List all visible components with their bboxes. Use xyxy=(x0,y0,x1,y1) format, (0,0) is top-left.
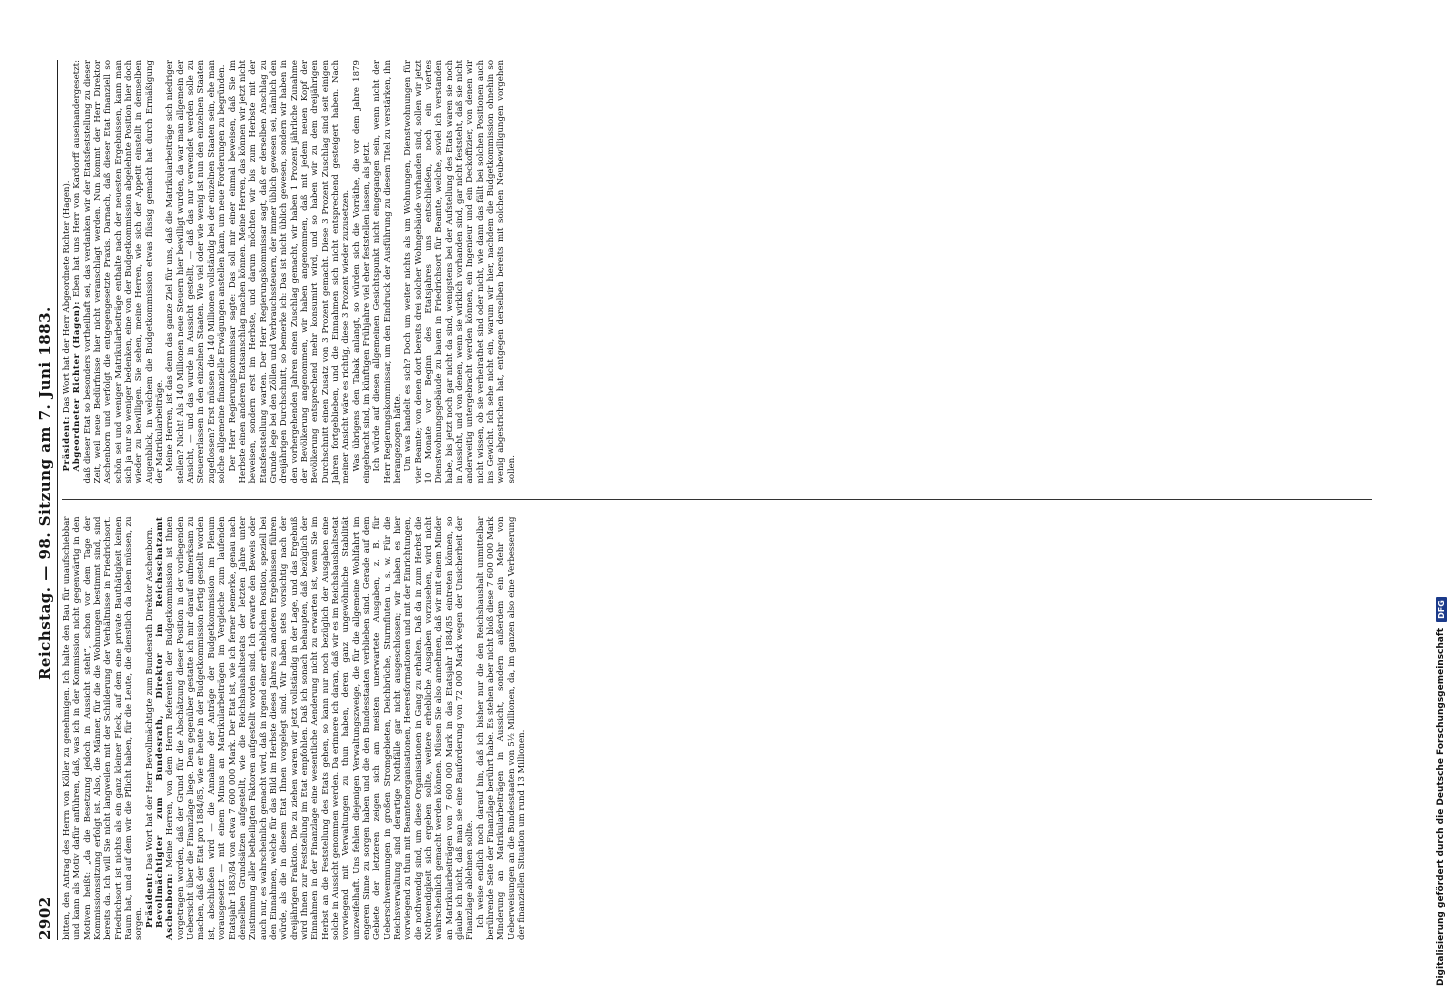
left-column xyxy=(62,517,1372,941)
speaker-label: Bevollmächtigter zum Bundesrath, Direktor im Reichsschatzamt Aschenborn: xyxy=(155,516,176,940)
paragraph: bitten, den Antrag des Herrn von Köller zu genehmigen. Ich halte den Bau für unaufschiebbar und kann als Motiv dafür anführen, daß, was ich in der Kommission nicht gegenwärtig in den Motiven heißt: „da die Besetzung jedoch in Aussicht steht“, schon vor dem Tage der Kommissionssitzung erfolgt ist. Also, die Männer, für die die Wohnungen bestimmt sind, sind bereits da. Ich will Sie nicht langweilen mit der Schilderung der Verhältnisse in Friedrichsort. Friedrichsort ist nichts als ein ganz kleiner Fleck, auf dem eine private Bauthätigkeit keinen Raum hat, und auf dem wir die Pflicht haben, für die Leute, die dienstlich da leben müssen, zu sorgen. xyxy=(62,516,145,940)
column-divider xyxy=(62,500,1372,501)
paragraph: Ich weise endlich noch darauf hin, daß ich bisher nur die den Reichshaushalt unmittelbar berührende Seite der Finanzlage berührt habe. Es stehen aber nicht bloß diese 7 600 000 Mark Minderung an Matrikularbeiträgen in Aussicht, sondern außerdem ein Mehr von Ueberweisungen an die Bundesstaaten von 5½ Millionen, da, im ganzen also eine Verbesserung der finanziellen Situation um rund 13 Millionen. xyxy=(475,516,528,940)
dfg-logo: DFG xyxy=(1436,597,1447,622)
page-header xyxy=(28,60,58,940)
paragraph: Das Wort hat der Herr Bevollmächtigte zum Bundesrath Direktor Aschenborn. xyxy=(144,527,155,870)
paragraph: Der Herr Regierungskommissar sagte: Das soll mir einer einmal beweisen, daß Sie im Herbste einen anderen Etatsanschlag machen können. Meine Herren, das können wir jetzt nicht beweisen, sondern erst im Herbste, und darum möchten wir bis zum Herbste mit der Etatsfeststellung warten. Der Herr Regierungskommissar sagt, daß er derselben Anschlag zu Grunde lege bei den Zöllen und Verbrauchssteuern, der immer üblich gewesen sei, nämlich den dreijährigen Durchschnitt, so bemerke ich: Das ist nicht üblich gewesen, sondern wir haben in den vorhergehenden Jahren einen Zuschlag gemacht, wir haben 1 Prozent jährliche Zunahme der Bevölkerung angenommen, wir haben angenommen, daß mit jedem neuen Kopf der Bevölkerung entsprechend mehr konsumirt wird, und so haben wir zu dem dreijährigen Durchschnitt einen Zusatz von 3 Prozent gemacht. Diese 3 Prozent Zuschlag sind seit einigen Jahren fortgeblieben, und die Einnahmen sich nicht entsprechend gesteigert haben. Nach meiner Ansicht wäre es richtig, diese 3 Prozent wieder zuzusetzen. xyxy=(227,60,352,484)
paragraph: Meine Herren, ist das denn das ganze Ziel für uns, daß die Matrikularbeiträge sich niedriger stellen? Nicht! Als 140 Millionen neue Steuern hier bewilligt wurden, da war man allgemein der Ansicht, — und das wurde in Aussicht gestellt, — daß das nur verwendet werden solle zu Steuererlassen in den einzelnen Staaten. Wie viel oder wie wenig ist nun den einzelnen Staaten zugeflossen? Erst müssen die 140 Millionen vollständig bei der einzelnen Staaten sein, ehe man solche allgemeine finanzielle Erwägungen anstellen kann, um neue Forderungen zu begründen. xyxy=(165,60,228,484)
speaker-label: Präsident: xyxy=(62,415,72,472)
right-column xyxy=(62,60,1372,484)
page-title: Reichstag. — 98. Sitzung am 7. Juni 1883. xyxy=(36,306,54,681)
digitization-credit xyxy=(1430,0,1452,1000)
paragraph: Ich würde auf diesen allgemeinen Gesichtspunkt nicht eingegangen sein, wenn nicht der Herr Regierungskommissar, um den Eindruck der Ausführung zu diesem Titel zu verstärken, ihn herangezogen hätte. xyxy=(372,60,403,484)
speaker-label: Abgeordneter Richter (Hagen): xyxy=(72,300,83,472)
paragraph: Das Wort hat der Herr Abgeordnete Richter (Hagen). xyxy=(62,180,72,414)
paragraph: Eben hat uns Herr von Kardorff auseinandergesetzt: daß dieser Etat so besonders vortheilhaft sei, das verdanken wir der Etatsfeststellung zu dieser Zeit, weil neue Bedürfnisse hier nicht veranschlagt werden. Nun kommt der Herr Direktor Aschenborn und verfolgt die entgegengesetzte Praxis. Darnach, daß dieser Etat finanziell so schön sei und weniger Matrikularbeiträge enthalte nach der neuesten Ergebnissen, kann man sich ja nur so weniger bedenken, eine von der Budgetkommission abgelehnte Position hier doch wieder zu bewilligen. Sie sehen, meine Herren, wie sich der Appetit einstellt in demselben Augenblick, in welchem die Budgetkommission etwas flüssig gemacht hat durch Ermäßigung der Matrikularbeiträge. xyxy=(72,59,166,484)
speaker-label: Präsident: xyxy=(144,872,155,928)
credit-text: Digitalisierung gefördert durch die Deutsche Forschungsgemeinschaft xyxy=(1436,627,1446,986)
paragraph: Meine Herren, von dem Herrn Referenten der Budgetkommission ist Ihnen vorgetragen worden, daß der Grund für die Abschätzung dieser Position in der vorliegenden Uebersicht über die Finanzlage liege. Dem gegenüber gestatte ich mir darauf aufmerksam zu machen, daß der Etat pro 1884/85, wie er heute in der Budgetkommission fertig gestellt worden ist, abschließen wird — die Annahme der Anträge der Budgetkommission im Plenum vorausgesetzt — mit einem Minus an Matrikularbeiträgen im Vergleiche zum laufenden Etatsjahr 1883/84 von etwa 7 600 000 Mark. Der Etat ist, wie ich ferner bemerke, genau nach denselben Grundsätzen aufgestellt, wie die Reichshaushaltsetats der letzten Jahre unter Zustimmung aller betheiligten Faktoren aufgestellt worden sind. Ich erwarte den Beweis oder auch nur, es wahrscheinlich gemacht wird, daß in irgend einer erheblichen Position, speziell bei den Einnahmen, welche für das Bild im Herbste dieses Jahres zu anderen Ergebnissen führen würde, als die in diesem Etat Ihnen vorgelegt sind. Wir haben stets vorsichtig nach der dreijährigen Fraktion. Die zu ziehen waren wir jetzt vollständig in der Lage, und das Ergebniß wird Ihnen zur Feststellung im Etat empfohlen. Daß ich sonach behaupten, daß bezüglich der Einnahmen in der Finanzlage eine wesentliche Aenderung nicht zu erwarten ist, wenn Sie im Herbst an die Feststellung des Etats gehen, so kann nur noch bezüglich der Ausgaben eine solche in Aussicht genommen werden. Da erinnere ich daran, daß wir es im Reichshaushaltsetat vorwiegend mit Verwaltungen zu thun haben, deren ganz ungewöhnliche Stabilität unzweifelhaft. Uns fehlen diejenigen Verwaltungszweige, die für die allgemeine Wohlfahrt im engeren Sinne zu sorgen haben und die den Bundesstaaten verblieben sind. Gerade auf dem Gebiete der letzteren zeigen sich am meisten unerwartete Ausgaben, z. B. für Ueberschwemmungen in großen Stromgebieten, Deichbrüche, Sturmfluten u. s. w. Für die Reichsverwaltung sind derartige Nothfälle gar nicht ausgeschlossen; wir haben es hier vorwiegend zu thun mit Beamtenorganisationen, Heeresformationen und mit der Einrichtungen, die nothwendig sind, um diese Organisationen in Gang zu erhalten. Daß da in zum Herbst die Nothwendigkeit sich ergeben sollte, weitere erhebliche Ausgaben vorzusehen, wird nicht wahrscheinlich gemacht werden können. Müssen Sie also annehmen, daß wir mit einem Minder an Matrikularbeiträgen von 7 600 000 Mark in das Etatsjahr 1884/85 eintreten können, so glaube ich nicht, daß man sie eine Bauforderung von 72 000 Mark wegen der Unsicherheit der Finanzlage ablehnen sollte. xyxy=(165,516,476,940)
text-columns xyxy=(62,60,1372,940)
digitization-credit-bar xyxy=(1408,0,1446,1000)
paragraph: Um was handelt es sich? Doch um weiter nichts als um Wohnungen, Dienstwohnungen für vier Beamte; von denen dort bereits drei solcher Wohngebäude vorhanden sind, sollen wir jetzt 10 Monate vor Beginn des Etatsjahres uns entschließen, noch ein viertes Dienstwohnungsgebäude zu bauen in Friedrichsort für Beamte, welche, soviel ich verstanden habe, bis jetzt noch gar nicht da sind, wenigstens bei der Aufstellung des Etats waren sie noch in Aussicht, und von denen, wenn sie wirklich vorhanden sind, gar nicht feststeht, daß sie nicht anderweitig untergebracht werden können, ein Ingenieur und ein Deckoffizier, von denen wir nicht wissen, ob sie verheirathet sind oder nicht, wie dann das fällt bei solchen Positionen auch ins Gewicht. Ich sehe nicht ein, warum wir hier, nachdem die Budgetkommission ohnehin so wenig abgestrichen hat, entgegen derselben bereits mit solchen Neubewilligungen vorgehen sollen. xyxy=(403,60,517,484)
paragraph: Was übrigens den Tabak anlangt, so würden sich die Vorräthe, die vor dem Jahre 1879 eingebracht sind, im künftigen Frühjahre viel eher feststellen lassen, als jetzt. xyxy=(351,60,372,484)
page-number: 2902 xyxy=(36,896,54,940)
